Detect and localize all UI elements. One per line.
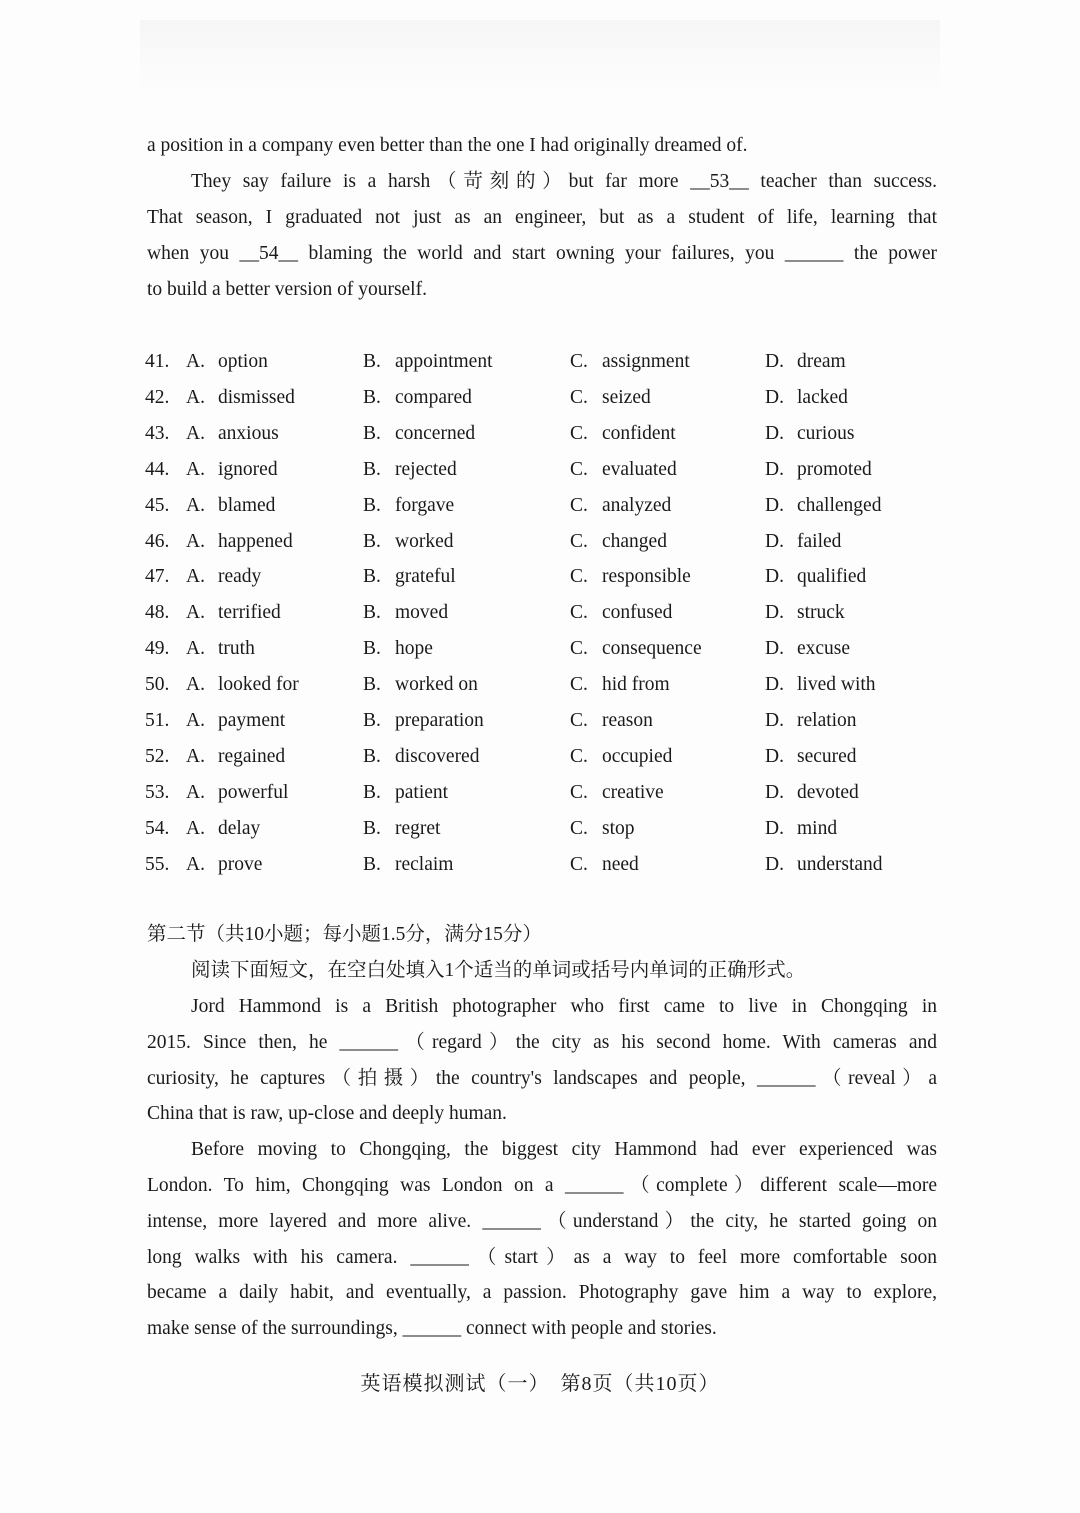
section-heading: 第二节（共10小题；每小题1.5分，满分15分）	[147, 924, 542, 945]
option-d: excuse	[797, 638, 851, 660]
option-b: concerned	[395, 422, 476, 444]
passage-line: London. To him, Chongqing was London on a ______（complete）different scale—more	[147, 1175, 937, 1196]
option-letter-b: B.	[363, 530, 381, 552]
option-letter-c: C.	[570, 710, 588, 731]
option-b: hope	[395, 638, 433, 660]
question-number: 54.	[145, 817, 170, 839]
option-letter-d: D.	[765, 602, 784, 624]
option-c: confident	[602, 422, 676, 444]
question-row	[145, 455, 945, 485]
option-letter-d: D.	[765, 351, 784, 372]
option-letter-d: D.	[765, 781, 784, 803]
option-d: struck	[797, 602, 845, 624]
option-letter-a: A.	[186, 530, 205, 552]
option-letter-b: B.	[363, 351, 381, 372]
option-b: discovered	[395, 745, 480, 767]
passage-line: intense, more layered and more alive. ______（understand）the city, he started going on	[147, 1210, 937, 1232]
option-b: patient	[395, 781, 449, 803]
option-letter-c: C.	[570, 674, 588, 696]
option-letter-c: C.	[570, 638, 588, 660]
page-footer: 英语模拟测试（一） 第8页（共10页）	[360, 1373, 720, 1395]
option-b: compared	[395, 386, 472, 408]
scan-header-fade	[140, 20, 940, 90]
option-b: worked on	[395, 674, 478, 696]
option-d: relation	[797, 710, 857, 731]
option-letter-b: B.	[363, 638, 381, 660]
option-c: creative	[602, 781, 664, 803]
option-d: understand	[797, 853, 883, 875]
option-c: assignment	[602, 351, 690, 372]
option-c: occupied	[602, 745, 673, 767]
option-c: analyzed	[602, 494, 672, 516]
option-letter-b: B.	[363, 745, 381, 767]
option-letter-a: A.	[186, 674, 205, 696]
passage-line: Jord Hammond is a British photographer who first came to live in Chongqing in	[191, 996, 937, 1017]
option-b: regret	[395, 817, 441, 839]
option-d: challenged	[797, 494, 882, 516]
option-b: moved	[395, 602, 449, 624]
question-number: 43.	[145, 422, 170, 444]
option-c: evaluated	[602, 458, 677, 480]
option-letter-c: C.	[570, 351, 588, 372]
option-b: reclaim	[395, 853, 454, 875]
question-number: 44.	[145, 458, 170, 480]
option-letter-c: C.	[570, 602, 588, 624]
option-a: ignored	[218, 458, 278, 480]
option-letter-a: A.	[186, 458, 205, 480]
question-number: 47.	[145, 566, 170, 588]
question-row	[145, 778, 945, 808]
option-a: payment	[218, 710, 286, 731]
section-instruction: 阅读下面短文，在空白处填入1个适当的单词或括号内单词的正确形式。	[191, 960, 806, 981]
option-a: looked for	[218, 674, 299, 696]
option-letter-d: D.	[765, 745, 784, 767]
passage-line: China that is raw, up-close and deeply human.	[147, 1103, 507, 1125]
option-d: secured	[797, 745, 857, 767]
option-letter-c: C.	[570, 386, 588, 408]
option-letter-b: B.	[363, 602, 381, 624]
question-number: 51.	[145, 710, 170, 731]
option-d: qualified	[797, 566, 867, 588]
passage-line: long walks with his camera. ______（start）as a way to feel more comfortable soon	[147, 1246, 937, 1268]
option-a: blamed	[218, 494, 276, 516]
option-letter-b: B.	[363, 710, 381, 731]
option-a: happened	[218, 530, 293, 552]
question-number: 52.	[145, 745, 170, 767]
option-a: regained	[218, 745, 286, 767]
question-number: 45.	[145, 494, 170, 516]
passage-line: Before moving to Chongqing, the biggest city Hammond had ever experienced was	[191, 1139, 937, 1161]
question-number: 46.	[145, 530, 170, 552]
option-letter-d: D.	[765, 530, 784, 552]
option-d: dream	[797, 351, 846, 372]
question-row	[145, 491, 945, 521]
option-d: lacked	[797, 386, 848, 408]
option-letter-a: A.	[186, 602, 205, 624]
option-letter-d: D.	[765, 494, 784, 516]
option-letter-d: D.	[765, 853, 784, 875]
option-letter-c: C.	[570, 817, 588, 839]
question-number: 55.	[145, 853, 170, 875]
option-letter-d: D.	[765, 458, 784, 480]
option-c: confused	[602, 602, 673, 624]
question-row	[145, 814, 945, 844]
option-letter-a: A.	[186, 386, 205, 408]
option-c: changed	[602, 530, 667, 552]
option-letter-b: B.	[363, 458, 381, 480]
option-letter-a: A.	[186, 781, 205, 803]
option-b: preparation	[395, 710, 484, 731]
passage-line: curiosity, he captures（拍摄）the country's landscapes and people, ______（reveal）a	[147, 1067, 937, 1089]
question-row	[145, 347, 945, 377]
passage-line: They say failure is a harsh（苛刻的）but far more __53__ teacher than success.	[191, 171, 937, 192]
question-row	[145, 419, 945, 449]
option-letter-b: B.	[363, 386, 381, 408]
question-number: 48.	[145, 602, 170, 624]
option-b: worked	[395, 530, 454, 552]
question-number: 49.	[145, 638, 170, 660]
option-d: mind	[797, 817, 838, 839]
option-d: curious	[797, 422, 855, 444]
passage-line: a position in a company even better than the one I had originally dreamed of.	[147, 135, 748, 156]
option-c: need	[602, 853, 639, 875]
option-letter-a: A.	[186, 494, 205, 516]
option-letter-c: C.	[570, 853, 588, 875]
option-a: delay	[218, 817, 261, 839]
option-c: hid from	[602, 674, 670, 696]
question-row	[145, 383, 945, 413]
option-letter-b: B.	[363, 817, 381, 839]
option-letter-a: A.	[186, 422, 205, 444]
option-letter-d: D.	[765, 566, 784, 588]
question-row	[145, 527, 945, 557]
question-row	[145, 598, 945, 628]
passage-line: make sense of the surroundings, ______ connect with people and stories.	[147, 1318, 717, 1340]
option-c: reason	[602, 710, 653, 731]
question-row	[145, 742, 945, 772]
option-letter-d: D.	[765, 817, 784, 839]
option-letter-c: C.	[570, 745, 588, 767]
option-letter-b: B.	[363, 781, 381, 803]
option-c: consequence	[602, 638, 702, 660]
option-c: seized	[602, 386, 651, 408]
option-letter-c: C.	[570, 494, 588, 516]
option-letter-a: A.	[186, 710, 205, 731]
option-a: prove	[218, 853, 263, 875]
question-row	[145, 706, 945, 736]
option-letter-a: A.	[186, 351, 205, 372]
option-a: terrified	[218, 602, 281, 624]
question-number: 41.	[145, 351, 170, 372]
passage-line: 2015. Since then, he ______（regard）the city as his second home. With cameras and	[147, 1031, 937, 1053]
question-row	[145, 562, 945, 592]
option-letter-a: A.	[186, 853, 205, 875]
option-a: ready	[218, 566, 262, 588]
option-letter-c: C.	[570, 530, 588, 552]
question-number: 42.	[145, 386, 170, 408]
option-letter-a: A.	[186, 566, 205, 588]
passage-line: to build a better version of yourself.	[147, 279, 427, 300]
option-c: responsible	[602, 566, 691, 588]
option-letter-d: D.	[765, 386, 784, 408]
option-a: anxious	[218, 422, 279, 444]
passage-line: That season, I graduated not just as an engineer, but as a student of life, learning that	[147, 207, 937, 228]
option-b: grateful	[395, 566, 456, 588]
option-letter-a: A.	[186, 817, 205, 839]
option-letter-a: A.	[186, 638, 205, 660]
passage-line: became a daily habit, and eventually, a passion. Photography gave him a way to explore,	[147, 1282, 937, 1304]
question-row	[145, 850, 945, 880]
option-letter-c: C.	[570, 458, 588, 480]
question-number: 53.	[145, 781, 170, 803]
option-letter-b: B.	[363, 422, 381, 444]
option-d: promoted	[797, 458, 872, 480]
passage-line: when you __54__ blaming the world and start owning your failures, you ______ the power	[147, 243, 937, 264]
option-a: truth	[218, 638, 255, 660]
option-d: failed	[797, 530, 842, 552]
option-letter-b: B.	[363, 674, 381, 696]
option-b: rejected	[395, 458, 457, 480]
option-letter-b: B.	[363, 853, 381, 875]
option-b: appointment	[395, 351, 493, 372]
option-letter-d: D.	[765, 638, 784, 660]
option-letter-d: D.	[765, 710, 784, 731]
option-c: stop	[602, 817, 635, 839]
question-number: 50.	[145, 674, 170, 696]
option-letter-c: C.	[570, 422, 588, 444]
option-b: forgave	[395, 494, 455, 516]
question-row	[145, 670, 945, 700]
option-a: option	[218, 351, 268, 372]
option-letter-c: C.	[570, 566, 588, 588]
option-d: lived with	[797, 674, 876, 696]
question-row	[145, 634, 945, 664]
option-letter-c: C.	[570, 781, 588, 803]
option-letter-d: D.	[765, 674, 784, 696]
option-a: powerful	[218, 781, 289, 803]
option-letter-d: D.	[765, 422, 784, 444]
option-a: dismissed	[218, 386, 295, 408]
option-letter-b: B.	[363, 566, 381, 588]
option-letter-a: A.	[186, 745, 205, 767]
option-d: devoted	[797, 781, 859, 803]
option-letter-b: B.	[363, 494, 381, 516]
